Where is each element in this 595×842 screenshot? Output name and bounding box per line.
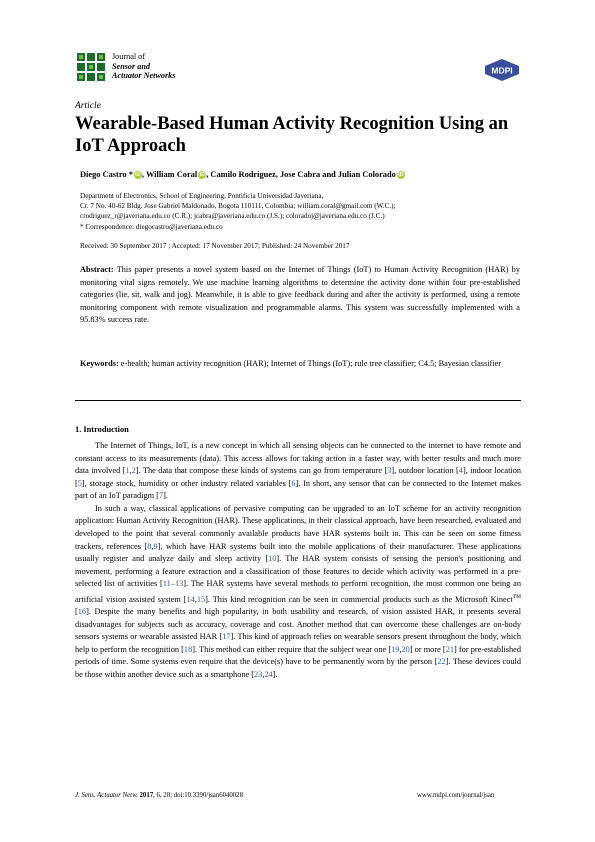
- svg-text:MDPI: MDPI: [491, 65, 513, 76]
- reference-link[interactable]: 24: [264, 669, 273, 679]
- reference-link[interactable]: 1: [125, 466, 130, 476]
- author-separator: ,: [275, 170, 280, 179]
- publication-dates: Received: 30 September 2017 ; Accepted: 17 November 2017; Published: 24 November 2017: [80, 242, 350, 250]
- author-name: Diego Castro *: [80, 170, 133, 179]
- paragraph: The Internet of Things, IoT, is a new concept in which all sensing objects can be connected to the internet to have remote and constant access to its measurements (data). This access allows for taking action in a faster way, with better results and much more data involved [1,2]. The data that compose these kinds of systems can go from temperature [3], outdoor location [4], indoor location [5], storage stock, humidity or other industry related variables [6]. In short, any sensor that can be connected to the Internet makes part of an IoT paradigm [7].: [75, 441, 522, 501]
- journal-name: [112, 52, 175, 81]
- author-list: [80, 170, 405, 179]
- introduction-body: [75, 440, 521, 681]
- author-separator: and: [320, 170, 338, 179]
- reference-link[interactable]: 5: [77, 478, 82, 488]
- footer-journal-abbrev: J. Sens. Actuator Netw.: [75, 792, 138, 799]
- section-heading: 1. Introduction: [75, 425, 129, 434]
- abstract: [80, 264, 520, 327]
- mdpi-logo-icon: [483, 58, 521, 82]
- author-name: Jose Cabra: [279, 170, 321, 179]
- reference-link[interactable]: 16: [77, 607, 87, 617]
- reference-link[interactable]: 9: [153, 541, 158, 551]
- journal-name-line3: Actuator Networks: [112, 71, 176, 80]
- journal-logo: [76, 52, 106, 82]
- reference-link[interactable]: 10: [268, 554, 277, 564]
- affiliation-line: crodriguez_r@javeriana.edu.co (C.R.); jcabra@javeriana.edu.co (J.S.); coloradoj@javeriana.edu.co (J.C.): [80, 212, 385, 221]
- reference-link[interactable]: 7: [158, 491, 164, 501]
- reference-link[interactable]: 18: [183, 644, 193, 654]
- article-type: Article: [75, 101, 101, 111]
- reference-link[interactable]: 14: [186, 594, 195, 604]
- reference-link[interactable]: 3: [387, 466, 392, 476]
- keywords-label: Keywords:: [80, 359, 119, 368]
- footer-url[interactable]: www.mdpi.com/journal/jsan: [417, 792, 495, 799]
- reference-link[interactable]: 11–13: [162, 579, 184, 589]
- footer-citation: [75, 792, 243, 799]
- affiliation-line: Cr. 7 No. 40-62 Bldg. Jose Gabriel Maldonado, Bogota 110111, Colombia; william.coral@gmail.com (W.C.);: [80, 202, 396, 211]
- author-name: Julian Colorado: [337, 170, 396, 179]
- author-separator: ,: [141, 170, 146, 179]
- affiliation-line: Department of Electronics, School of Engineering, Pontificia Universidad Javeriana,: [80, 192, 324, 200]
- reference-link[interactable]: 15: [196, 594, 206, 604]
- author-name: William Coral: [145, 170, 198, 179]
- reference-link[interactable]: 21: [445, 644, 454, 654]
- section-divider: [75, 400, 521, 401]
- orcid-icon[interactable]: iD: [135, 172, 141, 178]
- reference-link[interactable]: 19: [391, 644, 400, 654]
- keywords-text: e-health; human activity recognition (HAR); Internet of Things (IoT); rule tree classifier; C4.5; Bayesian classifier: [120, 359, 502, 368]
- affiliation-block: [80, 191, 530, 232]
- journal-name-line1: Journal of: [112, 52, 145, 61]
- author-name: Camilo Rodriguez: [210, 170, 276, 179]
- reference-link[interactable]: 4: [458, 466, 463, 476]
- correspondence-line: * Correspondence: diegocastro@javeriana.edu.co: [80, 222, 223, 231]
- reference-link[interactable]: 17: [222, 632, 231, 642]
- paragraph: In such a way, classical applications of pervasive computing can be upgraded to an IoT scheme for an activity recognition application: Human Activity Recognition (HAR). These applications, in their classical approach, have been researched, evaluated and developed to the point that several commonly available products have HAR systems built in. This can be seen on some fitness trackers, references [8,9], which have HAR systems built into the mobile applications of their manufacturer. These applications usually register and analyze daily and sleep activity [10]. The HAR system consists of sensing the person's positioning and movement, performing a feature extraction and a classification of those features to decide which activity was performed in a pre-selected list of activities [11–13]. The HAR systems have several methods to perform recognition, the most common one being an artificial vision assisted system [14,15]. This kind recognition can be seen in commercial products such as the Microsoft Kinect™ [16]. Despite the many benefits and high popularity, in both usability and research, of vision assisted HAR, it presents several disadvantages for subjects such as accuracy, coverage and cost. Another method that can overcome these challenges are on-body sensors systems or wearable assisted HAR [17]. This kind of approach relies on wearable sensors present throughout the body, which help to perform the recognition [18]. This method can either require that the subject wear one [19,20] or more [21] for pre-established periods of time. Some systems even require that the device(s) have to be permanently worn by the person [22]. These devices could be those within another device such as a smartphone [23,24].: [75, 503, 522, 679]
- keywords: [80, 358, 520, 371]
- abstract-label: Abstract:: [80, 265, 114, 274]
- article-title: Wearable-Based Human Activity Recognition Using an IoT Approach: [75, 114, 509, 156]
- trademark-superscript: TM: [512, 593, 521, 600]
- reference-link[interactable]: 8: [147, 541, 152, 551]
- reference-link[interactable]: 6: [291, 478, 296, 488]
- reference-link[interactable]: 20: [401, 644, 410, 654]
- reference-link[interactable]: 23: [254, 669, 263, 679]
- author-separator: ,: [206, 170, 211, 179]
- footer-year: 2017: [139, 792, 154, 799]
- abstract-text: This paper presents a novel system based on the Internet of Things (IoT) to Human Activity Recognition (HAR) by monitoring vital signs remotely. We use machine learning algorithms to determine the activity done within four pre-established categories (lie, sit, walk and jog). Meanwhile, it is able to give feedback during and after the activity is performed, using a remote monitoring component with remote visualization and programmable alarms. This system was successfully implemented with a 95.83% success rate.: [80, 265, 520, 325]
- reference-link[interactable]: 2: [131, 466, 136, 476]
- reference-link[interactable]: 22: [437, 657, 446, 667]
- orcid-icon[interactable]: iD: [199, 172, 205, 178]
- orcid-icon[interactable]: iD: [398, 172, 404, 178]
- footer-citation-rest: , 6, 28; doi:10.3390/jsan6040028: [153, 792, 243, 799]
- journal-name-line2: Sensor and: [112, 61, 150, 71]
